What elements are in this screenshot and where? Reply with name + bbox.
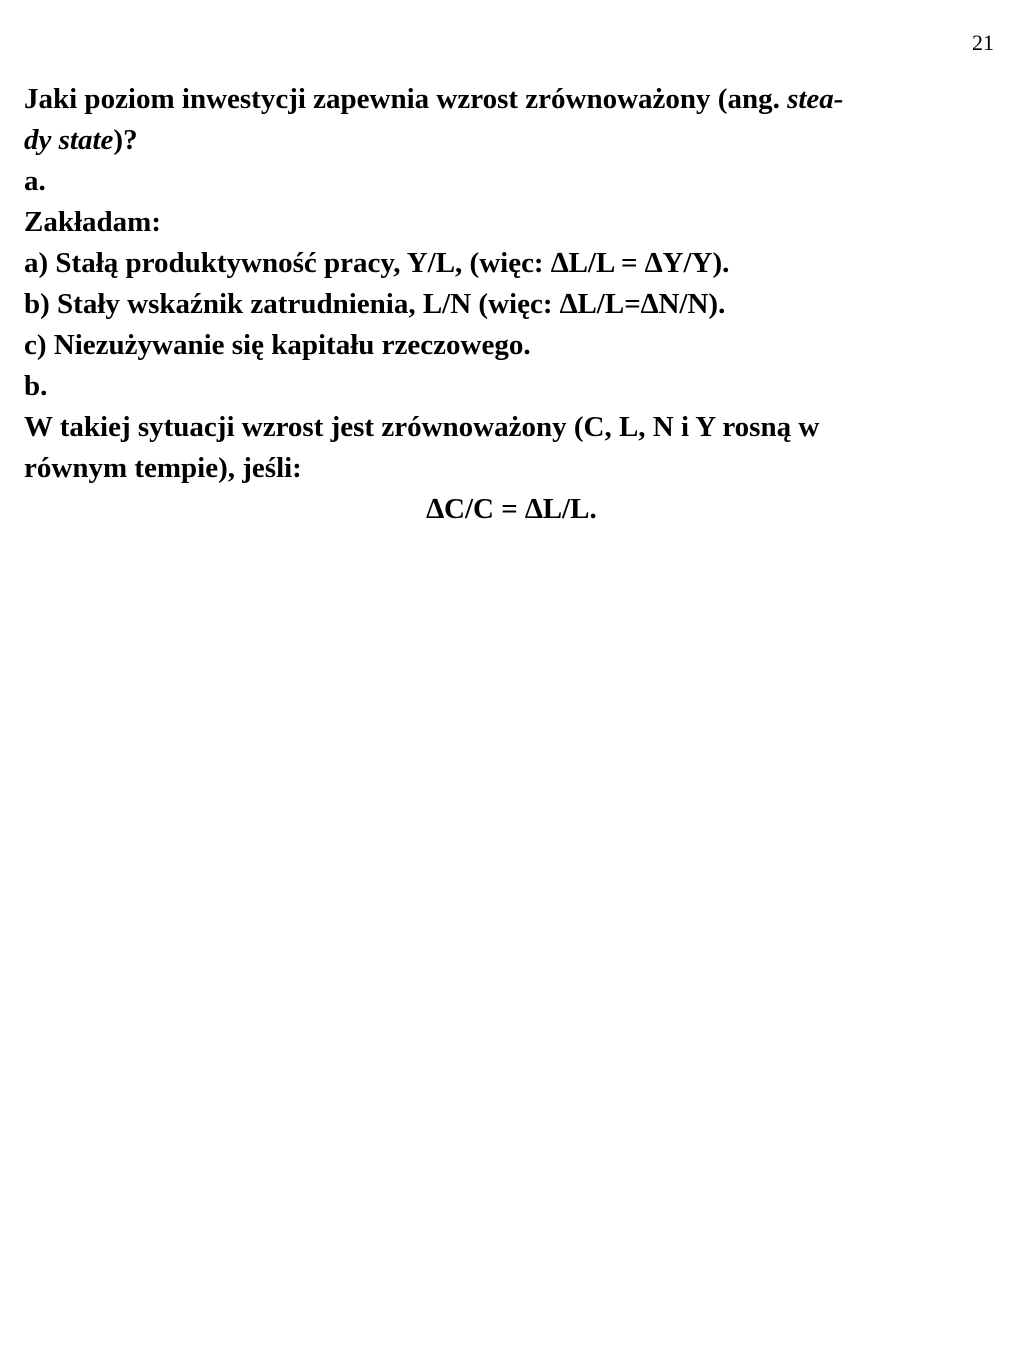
section-b-marker: b. [24,370,48,402]
question-line-1 [24,79,999,120]
assumption-item-b: b) Stały wskaźnik zatrudnienia, L/N (więc: ∆L/L=∆N/N). [24,288,726,320]
section-a-marker: a. [24,165,46,197]
page-number: 21 [972,30,994,55]
question-line-2 [24,120,999,161]
assumption-item-c: c) Niezużywanie się kapitału rzeczowego. [24,329,531,361]
question-term-part-1: stea- [787,83,844,115]
steady-state-formula: ∆C/C = ∆L/L. [426,493,597,525]
condition-line-1: W takiej sytuacji wzrost jest zrównoważony (C, L, N i Y rosną w [24,411,820,443]
question-term-part-2: dy state [24,124,114,156]
assumption-item-a: a) Stałą produktywność pracy, Y/L, (więc: ∆L/L = ∆Y/Y). [24,247,730,279]
question-suffix: )? [113,124,138,156]
document-body [24,79,999,530]
condition-line-2: równym tempie), jeśli: [24,452,302,484]
assumptions-heading: Zakładam: [24,206,161,238]
question-text: Jaki poziom inwestycji zapewnia wzrost zrównoważony (ang. [24,83,788,115]
